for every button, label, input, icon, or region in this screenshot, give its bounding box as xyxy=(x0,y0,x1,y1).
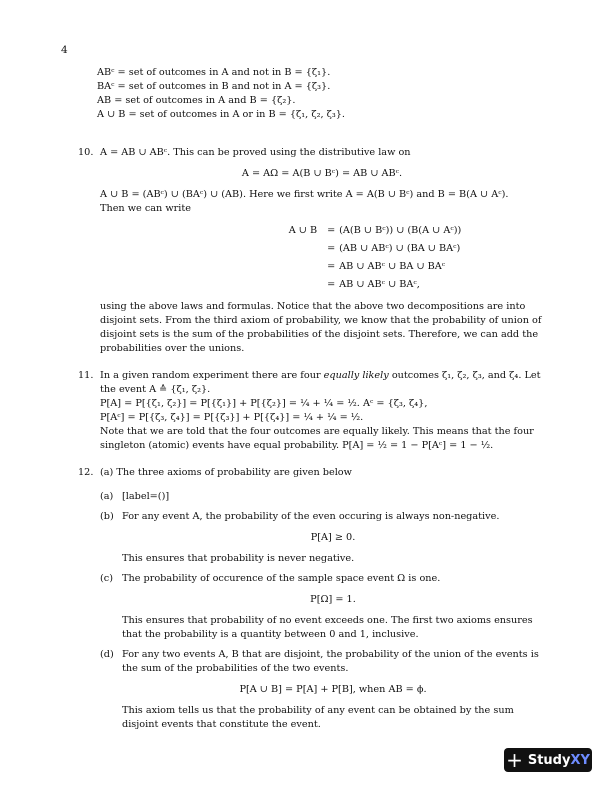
item-number: 10. xyxy=(78,147,94,158)
subitem-text: For any event A, the probability of the even occuring is always non-negative. xyxy=(122,511,500,522)
equation: A = AΩ = A(B ∪ Bᶜ) = AB ∪ ABᶜ. xyxy=(241,168,403,179)
equation-relation: = xyxy=(327,279,336,290)
item-10-line2: A ∪ B = (ABᶜ) ∪ (BAᶜ) ∪ (AB). Here we first write A = A(B ∪ Bᶜ) and B = B(A ∪ Aᶜ). xyxy=(100,189,509,200)
item-11-line3: P[Aᶜ] = P[{ζ₃, ζ₄}] = P[{ζ₃}] + P[{ζ₄}] = ¼ + ¼ = ½. xyxy=(100,412,364,423)
subitem-label: (a) xyxy=(100,491,114,502)
equation-relation: = xyxy=(327,243,336,254)
item-11 xyxy=(78,369,544,453)
equation-lhs: A ∪ B xyxy=(288,225,318,236)
equation: P[A ∪ B] = P[A] + P[B], when AB = ϕ. xyxy=(239,684,427,695)
brand-accent: XY xyxy=(570,752,590,768)
item-11-line2: P[A] = P[{ζ₁, ζ₂}] = P[{ζ₁}] + P[{ζ₂}] = ¼ + ¼ = ½. Aᶜ = {ζ₃, ζ₄}, xyxy=(100,398,428,409)
item-11-line4: Note that we are told that the four outcomes are equally likely. This means that the four singleton (atomic) events have equal probability. P[A] = ½ = 1 − P[Aᶜ] = 1 − ½. xyxy=(100,426,534,451)
subitem-c xyxy=(100,572,544,642)
equation-rhs: (AB ∪ ABᶜ) ∪ (BA ∪ BAᶜ) xyxy=(339,243,461,254)
emphasis: equally likely xyxy=(323,370,389,381)
page-number: 4 xyxy=(61,44,68,56)
item-10-paragraph: using the above laws and formulas. Notice that the above two decompositions are into disjoint sets. From the third axiom of probability, we know that the probability of union of disjoint sets is the sum of the probabilities of the disjoint sets. Therefore, we can add the probabilities over the unions. xyxy=(100,301,542,354)
item-number: 11. xyxy=(78,370,94,381)
equation-relation: = xyxy=(327,261,336,272)
subitem-note: This ensures that probability is never negative. xyxy=(122,553,355,564)
definition-line: ABᶜ = set of outcomes in A and not in B = {ζ₁}. xyxy=(97,67,331,78)
subitem-a xyxy=(100,490,544,504)
equation-relation: = xyxy=(327,225,336,236)
item-number: 12. xyxy=(78,467,94,478)
definition-line: A ∪ B = set of outcomes in A or in B = {ζ₁, ζ₂, ζ₃}. xyxy=(97,109,346,120)
subitem-d xyxy=(100,648,544,732)
set-definitions xyxy=(97,66,544,122)
item-12 xyxy=(78,466,544,732)
subitem-text: [label=()] xyxy=(122,491,170,502)
subitem-text: The probability of occurence of the sample space event Ω is one. xyxy=(122,573,441,584)
subitem-label: (b) xyxy=(100,511,114,522)
plus-icon: + xyxy=(506,748,523,772)
subitem-b xyxy=(100,510,544,566)
equation: P[A] ≥ 0. xyxy=(310,532,356,543)
item-10-line3: Then we can write xyxy=(100,203,192,214)
item-10 xyxy=(78,146,544,356)
subitem-label: (d) xyxy=(100,649,114,660)
item-12-intro: (a) The three axioms of probability are given below xyxy=(100,467,352,478)
subitem-note: This axiom tells us that the probability of any event can be obtained by the sum disjoint events that constitute the event. xyxy=(122,705,514,730)
studyxy-logo[interactable] xyxy=(504,748,592,772)
subitem-text: For any two events A, B that are disjoint, the probability of the union of the events is the sum of the probabilities of the two events. xyxy=(122,649,539,674)
item-10-head: A = AB ∪ ABᶜ. This can be proved using the distributive law on xyxy=(100,147,411,158)
equation-rhs: AB ∪ ABᶜ ∪ BAᶜ, xyxy=(339,279,420,290)
equation-rhs: AB ∪ ABᶜ ∪ BA ∪ BAᶜ xyxy=(339,261,446,272)
equation-rhs: (A(B ∪ Bᶜ)) ∪ (B(A ∪ Aᶜ)) xyxy=(339,225,462,236)
subitem-note: This ensures that probability of no event exceeds one. The first two axioms ensures that the probability is a quantity between 0 and 1, inclusive. xyxy=(122,615,533,640)
brand-main: Study xyxy=(527,752,571,768)
definition-line: BAᶜ = set of outcomes in B and not in A = {ζ₃}. xyxy=(97,81,331,92)
equation: P[Ω] = 1. xyxy=(310,594,356,605)
definition-line: AB = set of outcomes in A and B = {ζ₂}. xyxy=(97,95,296,106)
subitem-label: (c) xyxy=(100,573,113,584)
item-11-line1: In a given random experiment there are four equally likely outcomes ζ₁, ζ₂, ζ₃, and ζ₄. Let the event A ≙ {ζ₁, ζ₂}. xyxy=(100,370,541,395)
aligned-equations xyxy=(206,224,544,292)
page-content xyxy=(78,66,544,732)
